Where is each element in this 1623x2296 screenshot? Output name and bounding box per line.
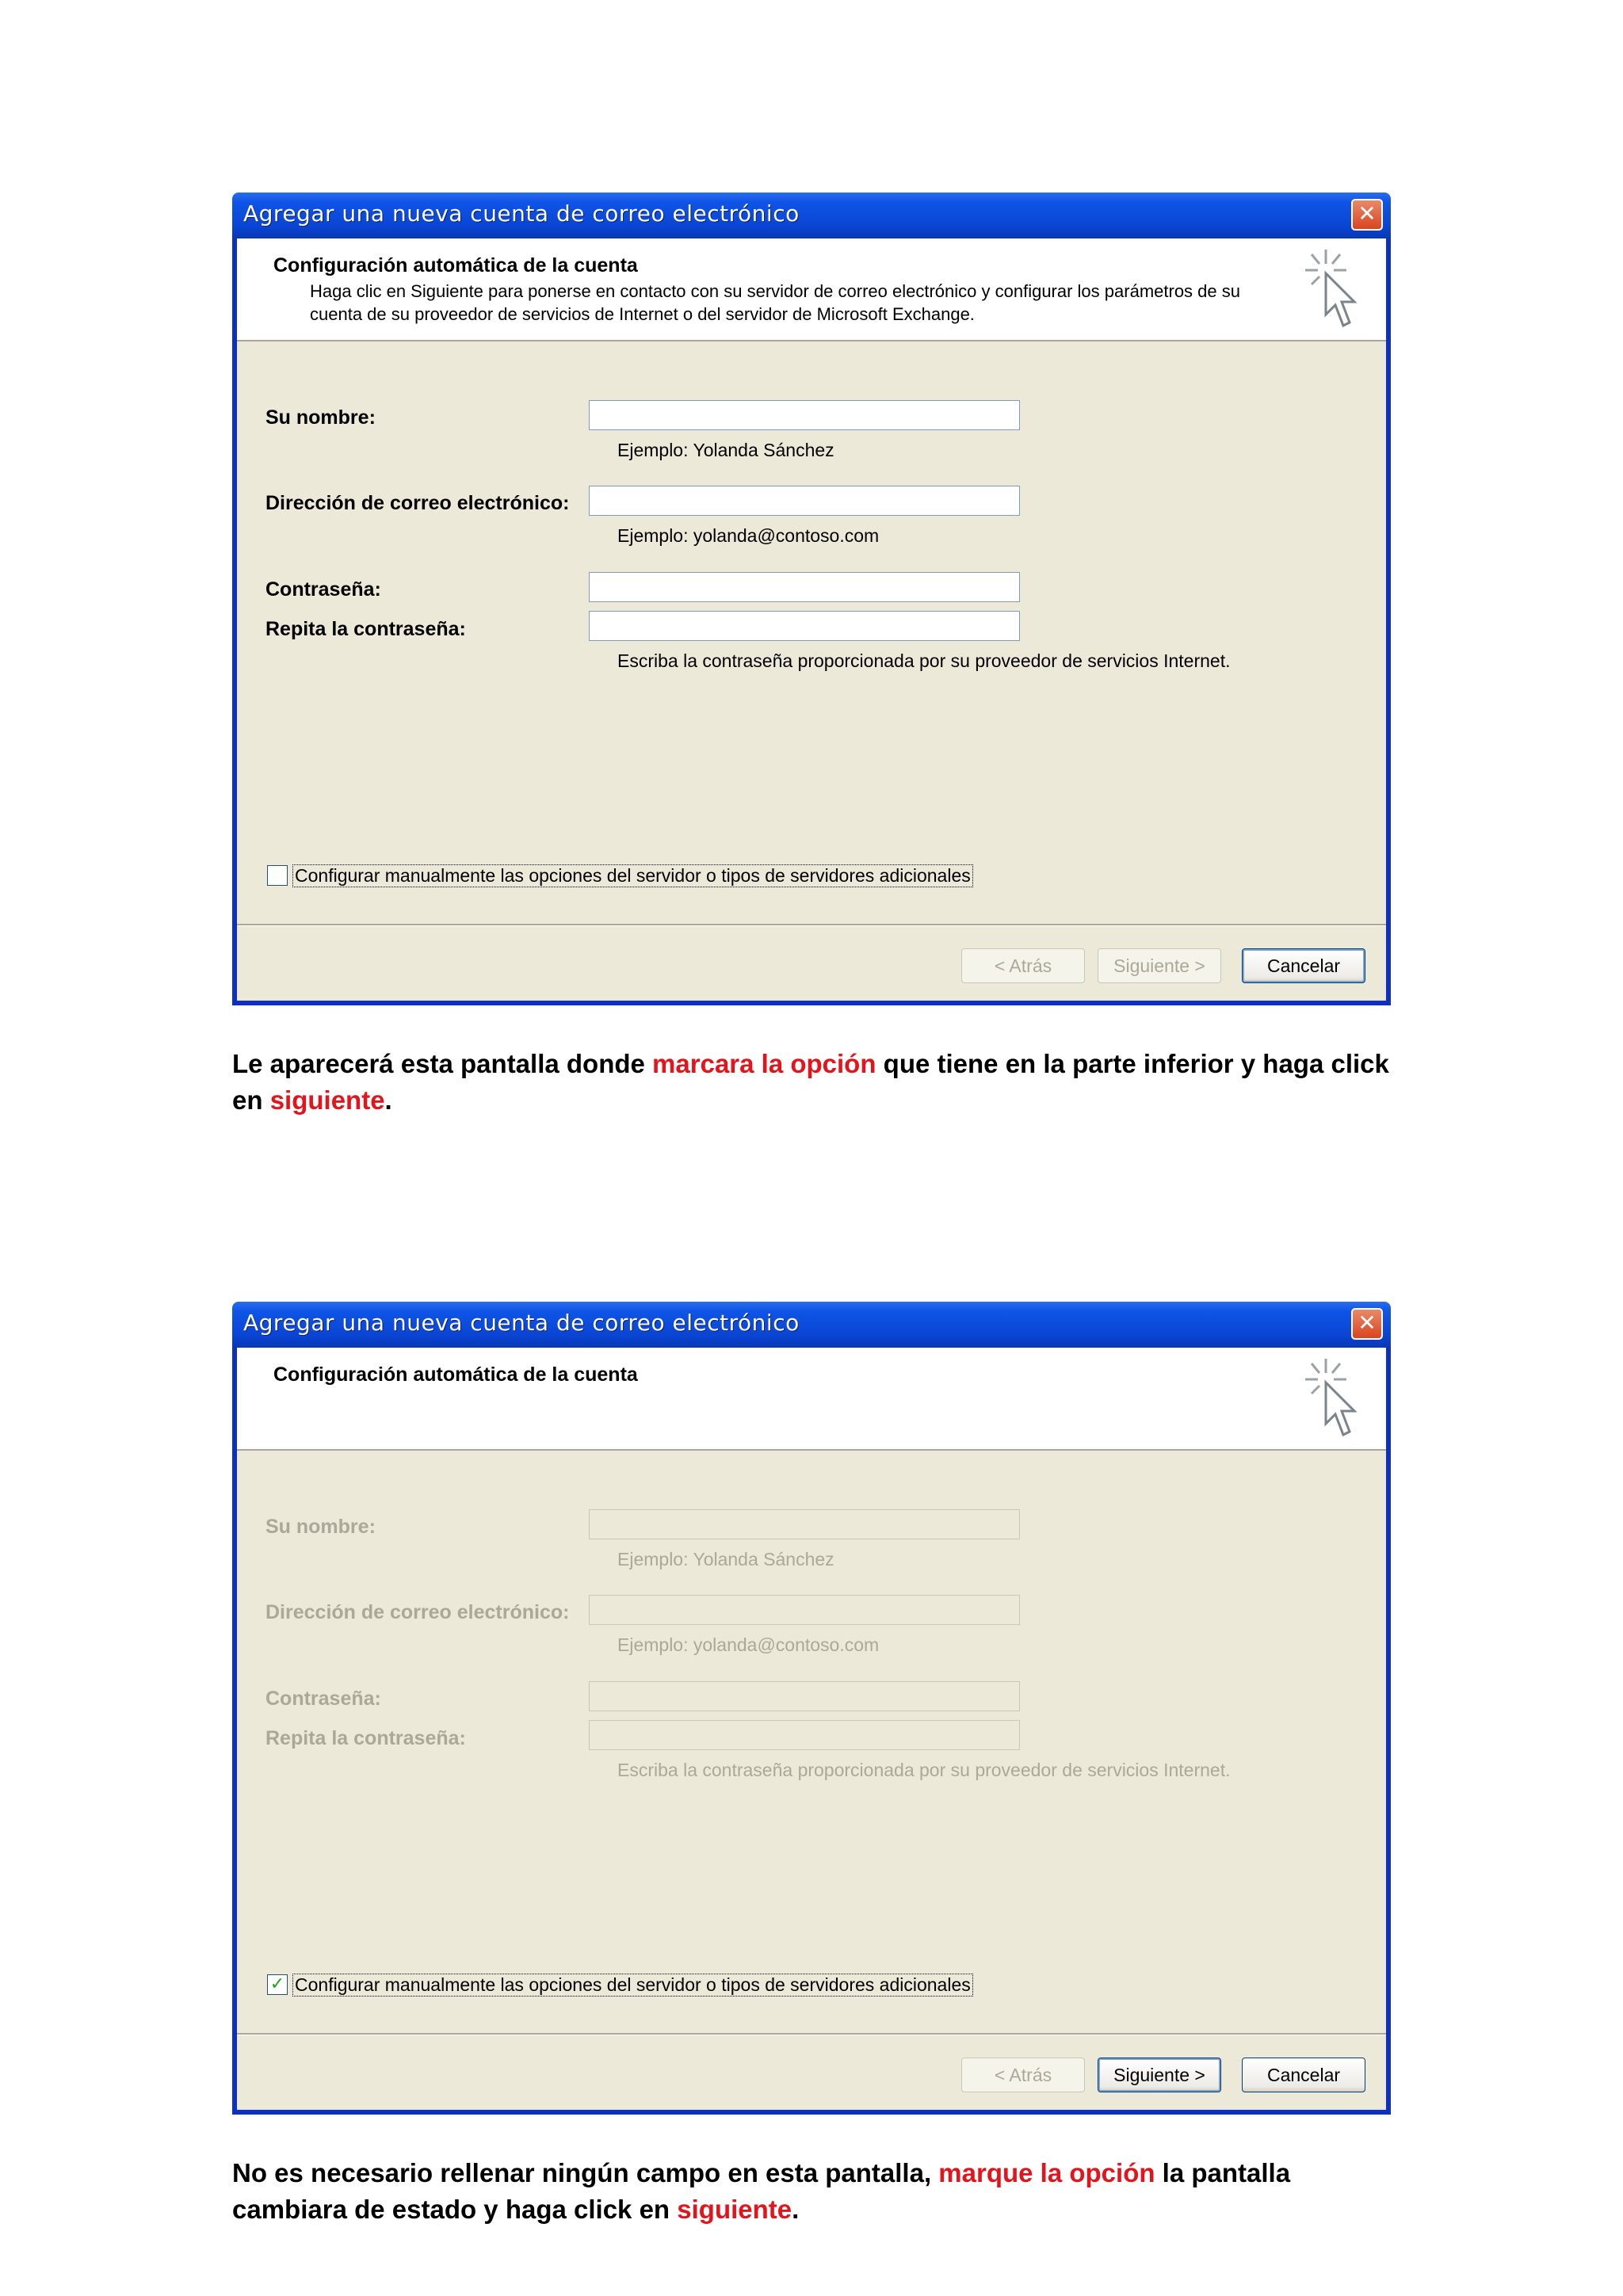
manual-config-checkbox[interactable]	[267, 1974, 288, 1995]
caption-2-text-a: No es necesario rellenar ningún campo en esta pantalla,	[232, 2158, 939, 2187]
password-label: Contraseña:	[265, 1688, 381, 1710]
name-label: Su nombre:	[265, 406, 376, 429]
dialog-title: Agregar una nueva cuenta de correo electrónico	[243, 1310, 800, 1336]
manual-config-label[interactable]: Configurar manualmente las opciones del servidor o tipos de servidores adicionales	[292, 864, 973, 887]
header-panel	[237, 238, 1386, 341]
email-label: Dirección de correo electrónico:	[265, 1601, 570, 1623]
email-input[interactable]	[589, 1595, 1020, 1625]
close-button[interactable]	[1351, 1308, 1383, 1340]
caption-2-highlight-b: siguiente	[677, 2195, 792, 2224]
check-mark-icon: ✓	[269, 1974, 285, 1994]
name-input[interactable]	[589, 1509, 1020, 1539]
caption-2-text-b: la pantalla cambiara de estado y haga click en	[232, 2158, 1291, 2224]
footer-separator	[237, 924, 1386, 926]
email-input[interactable]	[589, 486, 1020, 516]
dialog-client	[237, 1348, 1386, 2110]
caption-1-highlight-a: marcara la opción	[652, 1049, 876, 1078]
password-input[interactable]	[589, 1681, 1020, 1711]
caption-1-text-c: .	[384, 1085, 392, 1115]
manual-config-label[interactable]: Configurar manualmente las opciones del servidor o tipos de servidores adicionales	[292, 1974, 973, 1997]
name-label: Su nombre:	[265, 1516, 376, 1538]
name-hint: Ejemplo: Yolanda Sánchez	[617, 1549, 834, 1569]
name-input[interactable]	[589, 400, 1020, 430]
dialog-title: Agregar una nueva cuenta de correo electrónico	[243, 200, 800, 227]
account-dialog-1	[232, 193, 1391, 1005]
next-button[interactable]: Siguiente >	[1098, 948, 1221, 983]
caption-2-highlight-a: marque la opción	[938, 2158, 1155, 2187]
header-title: Configuración automática de la cuenta	[273, 1363, 638, 1386]
password-hint: Escriba la contraseña proporcionada por su proveedor de servicios Internet.	[617, 650, 1231, 671]
email-label: Dirección de correo electrónico:	[265, 492, 570, 514]
next-button[interactable]: Siguiente >	[1098, 2058, 1221, 2092]
close-icon: ✕	[1358, 200, 1377, 227]
caption-1	[232, 1046, 1405, 1119]
wizard-cursor-icon	[1302, 246, 1365, 332]
manual-config-checkbox[interactable]	[267, 865, 288, 886]
back-button[interactable]: < Atrás	[961, 2058, 1085, 2092]
cancel-button[interactable]: Cancelar	[1242, 2058, 1365, 2092]
caption-1-text-a: Le aparecerá esta pantalla donde	[232, 1049, 653, 1078]
email-hint: Ejemplo: yolanda@contoso.com	[617, 1634, 880, 1655]
title-bar	[232, 193, 1391, 238]
password-input[interactable]	[589, 572, 1020, 602]
name-hint: Ejemplo: Yolanda Sánchez	[617, 440, 834, 460]
caption-2	[232, 2155, 1405, 2228]
close-button[interactable]	[1351, 199, 1383, 231]
repeat-password-label: Repita la contraseña:	[265, 618, 466, 640]
password-label: Contraseña:	[265, 578, 381, 601]
repeat-password-label: Repita la contraseña:	[265, 1727, 466, 1749]
caption-1-text-b: que tiene en la parte inferior y haga click en	[232, 1049, 1389, 1115]
title-bar	[232, 1302, 1391, 1348]
header-panel	[237, 1348, 1386, 1451]
repeat-password-input[interactable]	[589, 1720, 1020, 1750]
email-hint: Ejemplo: yolanda@contoso.com	[617, 525, 880, 546]
footer-separator	[237, 2033, 1386, 2035]
password-hint: Escriba la contraseña proporcionada por su proveedor de servicios Internet.	[617, 1760, 1231, 1780]
repeat-password-input[interactable]	[589, 611, 1020, 641]
caption-1-highlight-b: siguiente	[269, 1085, 385, 1115]
close-icon: ✕	[1358, 1310, 1377, 1336]
caption-2-text-c: .	[792, 2195, 800, 2224]
account-dialog-2	[232, 1302, 1391, 2115]
wizard-cursor-icon	[1302, 1356, 1365, 1441]
back-button[interactable]: < Atrás	[961, 948, 1085, 983]
dialog-client	[237, 238, 1386, 1001]
header-title: Configuración automática de la cuenta	[273, 254, 638, 277]
header-description: Haga clic en Siguiente para ponerse en contacto con su servidor de correo electrónico y configurar los parámetros de su cuenta de su proveedor de servicios de Internet o del servidor de Microsoft Exchange.	[310, 281, 1240, 324]
cancel-button[interactable]: Cancelar	[1242, 948, 1365, 983]
